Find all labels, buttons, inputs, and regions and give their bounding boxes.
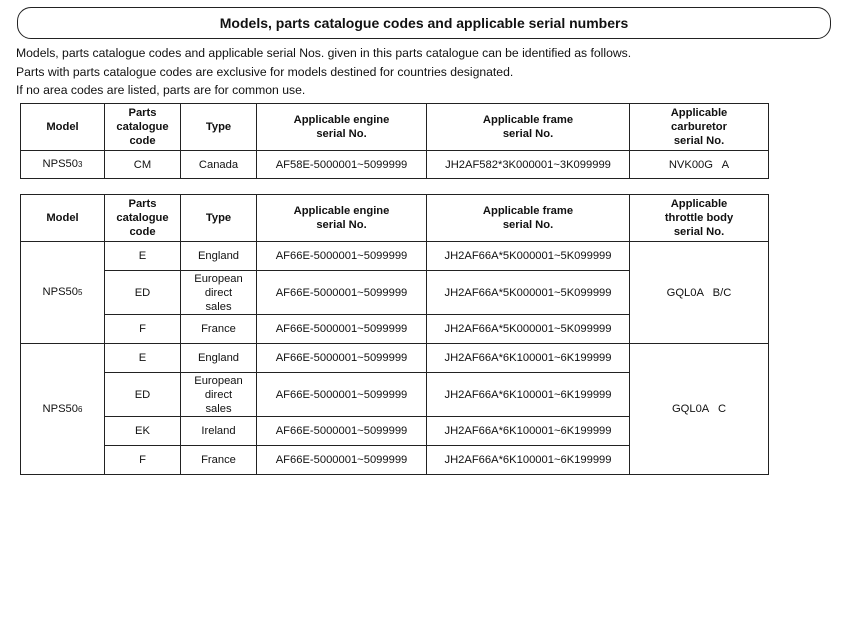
header-throttle-body-serial: Applicable throttle body serial No. <box>630 195 769 242</box>
header-parts-catalogue-code: Parts catalogue code <box>105 104 181 151</box>
cell-engine-serial: AF66E-5000001~5099999 <box>257 315 427 344</box>
cell-frame-serial: JH2AF66A*5K000001~5K099999 <box>427 271 630 315</box>
cell-engine-serial: AF66E-5000001~5099999 <box>257 373 427 417</box>
header-engine-serial: Applicable engine serial No. <box>257 195 427 242</box>
cell-frame-serial: JH2AF66A*5K000001~5K099999 <box>427 242 630 271</box>
cell-model: NPS505 <box>21 242 105 344</box>
cell-type: Canada <box>181 151 257 179</box>
intro-line-2: Parts with parts catalogue codes are exclusive for models destined for countries designated. <box>16 65 514 79</box>
cell-engine-serial: AF66E-5000001~5099999 <box>257 417 427 446</box>
table-row <box>21 242 769 271</box>
table-header-row <box>21 104 769 151</box>
table-row <box>21 151 769 179</box>
cell-code: F <box>105 446 181 475</box>
cell-type: England <box>181 344 257 373</box>
cell-code: E <box>105 344 181 373</box>
header-frame-serial: Applicable frame serial No. <box>427 104 630 151</box>
page-title <box>17 7 831 39</box>
header-frame-serial: Applicable frame serial No. <box>427 195 630 242</box>
cell-type: England <box>181 242 257 271</box>
cell-frame-serial: JH2AF582*3K000001~3K099999 <box>427 151 630 179</box>
cell-engine-serial: AF66E-5000001~5099999 <box>257 242 427 271</box>
cell-code: E <box>105 242 181 271</box>
intro-line-1: Models, parts catalogue codes and applicable serial Nos. given in this parts catalogue can be identified as follows. <box>16 46 632 60</box>
cell-carburetor-serial: NVK00G A <box>630 151 769 179</box>
cell-type: European direct sales <box>181 373 257 417</box>
cell-code: F <box>105 315 181 344</box>
header-model: Model <box>21 104 105 151</box>
header-model: Model <box>21 195 105 242</box>
throttle-body-serial-table <box>20 194 769 475</box>
cell-type: Ireland <box>181 417 257 446</box>
header-type: Type <box>181 195 257 242</box>
cell-engine-serial: AF66E-5000001~5099999 <box>257 344 427 373</box>
cell-engine-serial: AF58E-5000001~5099999 <box>257 151 427 179</box>
table-header-row <box>21 195 769 242</box>
cell-frame-serial: JH2AF66A*6K100001~6K199999 <box>427 446 630 475</box>
table-row <box>21 344 769 373</box>
cell-frame-serial: JH2AF66A*6K100001~6K199999 <box>427 417 630 446</box>
cell-throttle-body-serial: GQL0A B/C <box>630 242 769 344</box>
cell-throttle-body-serial: GQL0A C <box>630 344 769 475</box>
cell-type: European direct sales <box>181 271 257 315</box>
cell-code: EK <box>105 417 181 446</box>
cell-frame-serial: JH2AF66A*6K100001~6K199999 <box>427 344 630 373</box>
header-carburetor-serial: Applicable carburetor serial No. <box>630 104 769 151</box>
header-parts-catalogue-code: Parts catalogue code <box>105 195 181 242</box>
header-engine-serial: Applicable engine serial No. <box>257 104 427 151</box>
cell-engine-serial: AF66E-5000001~5099999 <box>257 446 427 475</box>
cell-model: NPS503 <box>21 151 105 179</box>
cell-code: ED <box>105 271 181 315</box>
cell-model: NPS506 <box>21 344 105 475</box>
page-title-text: Models, parts catalogue codes and applicable serial numbers <box>219 15 629 31</box>
cell-type: France <box>181 446 257 475</box>
cell-engine-serial: AF66E-5000001~5099999 <box>257 271 427 315</box>
cell-frame-serial: JH2AF66A*5K000001~5K099999 <box>427 315 630 344</box>
cell-type: France <box>181 315 257 344</box>
cell-code: CM <box>105 151 181 179</box>
cell-code: ED <box>105 373 181 417</box>
intro-line-3: If no area codes are listed, parts are for common use. <box>16 83 306 97</box>
carburetor-serial-table <box>20 103 769 179</box>
cell-frame-serial: JH2AF66A*6K100001~6K199999 <box>427 373 630 417</box>
header-type: Type <box>181 104 257 151</box>
